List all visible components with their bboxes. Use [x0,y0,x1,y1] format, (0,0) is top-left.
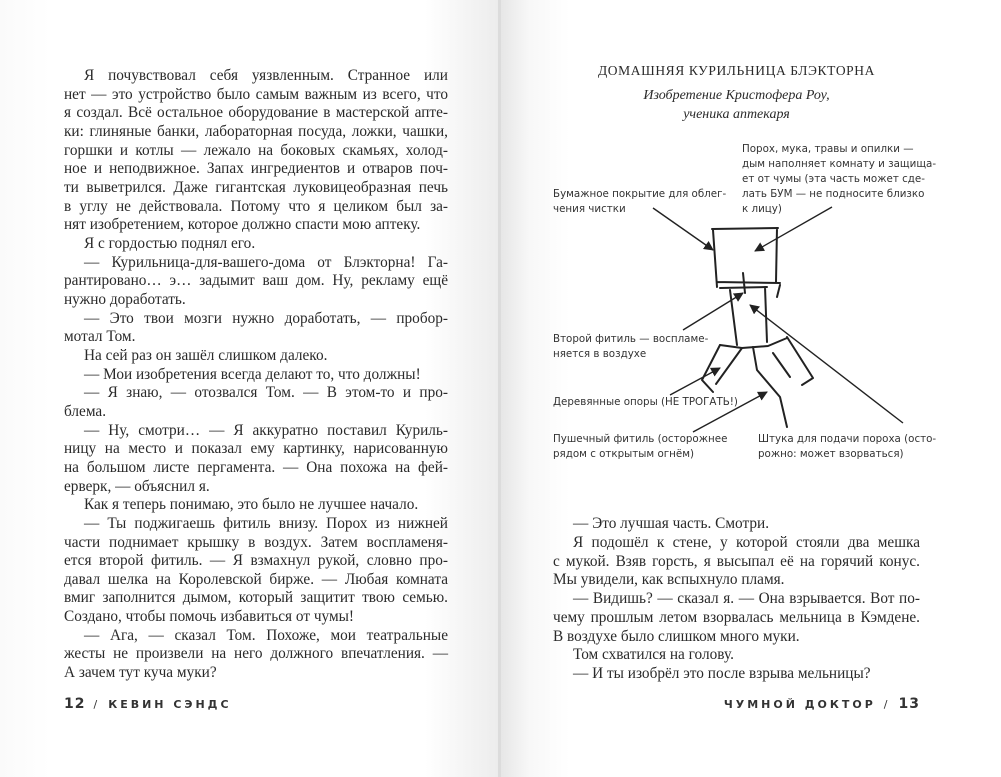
text-line: — Мои изобретения всегда делают то, что должны! [84,365,421,383]
page-number: 13 [898,696,920,712]
text-line: блема. [64,402,107,420]
text-line: на большом листе пергамента. — Она похожа на фей- [64,458,448,476]
text-line: Как я теперь понимаю, это было не лучшее начало. [84,496,419,514]
text-line: с мукой. Взяв горсть, я высыпал её на горячий конус. [553,552,920,570]
text-line: — Ты поджигаешь фитиль внизу. Порох из нижней [84,514,448,532]
right-leg [773,337,813,385]
text-line: нет — это устройство было самым важным из всего, что [64,85,448,103]
page-number: 12 [64,696,86,712]
text-line: ки: глиняные банки, лабораторная посуда, ложки, чашки, [64,122,448,140]
label-line: Бумажное покрытие для облег- [553,188,727,200]
text-line: — Ну, смотри… — Я аккуратно поставил Куриль- [84,421,448,439]
arrow-cannon-fuse [693,392,767,432]
running-head-author: КЕВИН СЭНДС [108,698,232,711]
footer-separator: / [883,698,891,711]
text-line: мотал Том. [64,328,136,346]
label-line: к лицу) [742,203,782,215]
text-line: ницу на место и показал ему картинку, нарисованную [64,440,448,458]
label-line: рядом с открытым огнём) [553,448,695,460]
text-line: Мы увидели, как вспыхнуло пламя. [553,571,785,589]
text-line: ное и неподвижное. Запах ингредиентов и отваров поч- [64,160,448,178]
label-line: Штука для подачи пороха (осто- [758,433,937,445]
text-line: чему прошлым летом взорвалась мельница в Кэмдене. [553,608,920,626]
label-line: Второй фитиль — воспламе- [553,333,709,345]
label-line: Деревянные опоры (НЕ ТРОГАТЬ!) [553,396,738,408]
text-line: давал шелка на Королевской бирже. — Любая комната [64,570,448,588]
text-line: я создал. Всё остальное оборудование в мастерской апте- [64,104,448,122]
diagram-title: ДОМАШНЯЯ КУРИЛЬНИЦА БЛЭКТОРНА [597,63,875,78]
label-line: лать БУМ — не подносите близко [742,188,925,200]
text-line: ерверк, — объяснил я. [64,477,210,495]
arrow-powder-feeder [750,305,903,423]
text-line: нужно доработать. [64,290,186,308]
label-line: Порох, мука, травы и опилки — [742,143,914,155]
diagram-subtitle-line: Изобретение Кристофера Роу, [643,88,830,103]
label-line: Пушечный фитиль (осторожнее [553,433,728,445]
text-line: — Видишь? — сказал я. — Она взрывается. Вот по- [573,590,920,607]
text-line: В воздухе было слишком много муки. [553,627,800,645]
text-line: А зачем тут куча муки? [64,664,217,682]
text-line: жесты не произвели на него должного впечатления. — [64,645,448,663]
running-head-title: ЧУМНОЙ ДОКТОР [723,698,876,711]
text-line: ти выветрился. Даже гигантская луковицеобразная печь [64,178,448,196]
cannon-fuse-line [753,347,787,427]
text-line: Я почувствовал себя уязвленным. Странное или [84,67,448,84]
text-line: Я с гордостью поднял его. [84,234,256,252]
label-line: чения чистки [553,203,626,215]
text-line: нят изобретением, которое должно спасти мою аптеку. [64,216,421,234]
text-line: горшки и котлы — лежало на боковых скамьях, холод- [64,141,448,159]
footer-separator: / [93,698,101,711]
text-line: — Ага, — сказал Том. Похоже, мои театральные [84,626,448,644]
text-line: вмиг заполнится дымом, который защитит твою семью. [64,589,448,607]
text-line: ется второй фитиль. — Я взмахнул рукой, словно про- [64,552,448,570]
text-line: Создано, чтобы помочь избавиться от чумы! [64,608,355,626]
text-line: Том схватился на голову. [573,646,734,664]
text-line: — Это лучшая часть. Смотри. [573,515,770,532]
label-line: рожно: может взорваться) [758,448,904,460]
arrow-paper-cover [653,208,713,250]
text-line: Я подошёл к стене, у которой стояли два мешка [573,533,920,551]
text-line: — Я знаю, — отозвался Том. — В этом-то и про- [84,384,448,402]
label-line: дым наполняет комнату и защища- [742,158,937,170]
text-line: рантировано… э… задымит ваш дом. Ну, рекламу ещё [64,272,448,290]
left-leg [702,345,742,392]
text-line: части поднимает крышку в воздух. Затем воспламеня- [64,533,448,551]
text-line: в углу не действовала. Потому что я целиком был за- [64,197,448,215]
label-line: няется в воздухе [553,348,647,360]
text-line: — Это твои мозги нужно доработать, — пробор- [84,309,448,327]
label-line: ет от чумы (эта часть может сде- [742,173,925,185]
text-line: — И ты изобрёл это после взрыва мельницы? [573,665,871,682]
text-line: — Курильница-для-вашего-дома от Блэкторна! Га- [84,253,448,271]
text-line: На сей раз он зашёл слишком далеко. [84,346,328,364]
diagram-subtitle-line: ученика аптекаря [683,107,790,122]
